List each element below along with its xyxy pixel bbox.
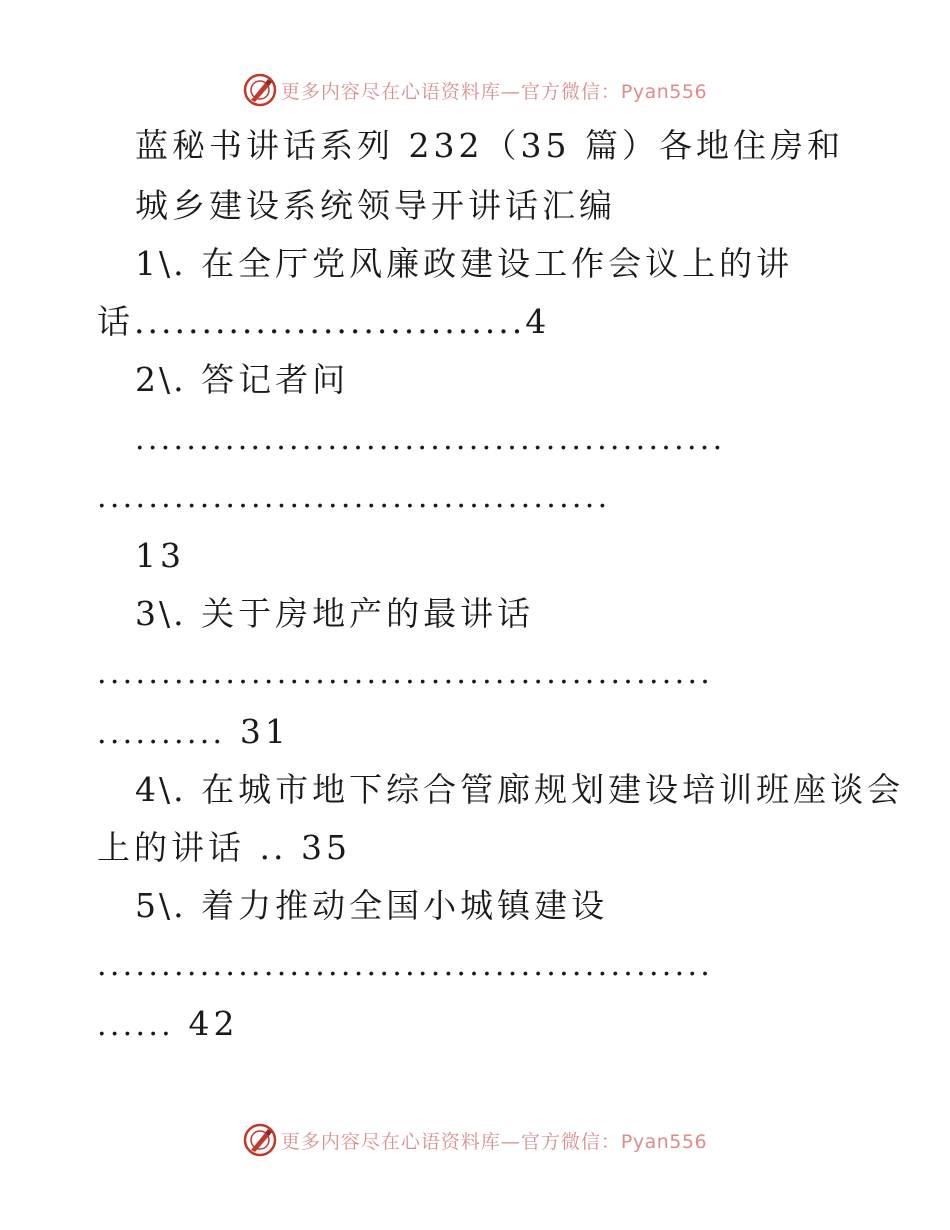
toc-leader-dots: ................................................ xyxy=(97,656,714,691)
toc-leader-dots: ................................................ xyxy=(97,948,714,983)
toc-item-title: 在全厅党风廉政建设工作会议上的讲 xyxy=(201,244,794,283)
toc-item-number: 1\. xyxy=(135,244,187,283)
toc-item-1[interactable] xyxy=(135,244,793,284)
toc-item-page: 13 xyxy=(135,536,185,575)
toc-item-1-continuation: 话.............................4 xyxy=(97,302,551,341)
header-banner xyxy=(0,70,950,110)
toc-item-3-page-line: .......... 31 xyxy=(97,712,290,751)
banner-text: 更多内容尽在心语资料库—官方微信：Pyan556 xyxy=(280,1130,708,1153)
toc-item-4[interactable] xyxy=(135,770,904,810)
toc-item-page: 42 xyxy=(188,1004,239,1043)
toc-item-page: 4 xyxy=(525,302,551,341)
toc-item-5[interactable] xyxy=(135,886,608,926)
banner-text: 更多内容尽在心语资料库—官方微信：Pyan556 xyxy=(280,80,708,103)
document-title-line-1: 蓝秘书讲话系列 232（35 篇）各地住房和 xyxy=(135,126,844,165)
toc-item-number: 4\. xyxy=(135,770,187,809)
toc-item-page: 35 xyxy=(300,828,351,867)
toc-item-number: 2\. xyxy=(135,360,187,399)
toc-leader-dots: ........................................ xyxy=(97,480,611,515)
toc-item-title-cont: 上的讲话 xyxy=(97,828,245,867)
toc-item-title: 关于房地产的最讲话 xyxy=(201,594,535,633)
footer-banner xyxy=(0,1120,950,1160)
toc-item-2[interactable] xyxy=(135,360,349,400)
toc-item-4-continuation: 上的讲话 .. 35 xyxy=(97,828,351,867)
wechat-id: Pyan556 xyxy=(620,80,708,103)
toc-item-number: 5\. xyxy=(135,886,187,925)
toc-item-title-cont: 话 xyxy=(97,302,134,341)
toc-item-title: 着力推动全国小城镇建设 xyxy=(201,886,609,925)
toc-item-3[interactable] xyxy=(135,594,534,634)
toc-item-number: 3\. xyxy=(135,594,187,633)
document-title-line-2: 城乡建设系统领导开讲话汇编 xyxy=(135,186,616,225)
toc-item-page: 31 xyxy=(239,712,290,751)
toc-item-title: 答记者问 xyxy=(201,360,350,399)
pen-logo-icon xyxy=(243,73,277,107)
toc-item-title: 在城市地下综合管廊规划建设培训班座谈会 xyxy=(201,770,905,809)
toc-leader-dots: .............................................. xyxy=(135,422,726,457)
toc-item-5-page-line: ...... 42 xyxy=(97,1004,239,1043)
wechat-id: Pyan556 xyxy=(620,1130,708,1153)
pen-logo-icon xyxy=(243,1123,277,1157)
